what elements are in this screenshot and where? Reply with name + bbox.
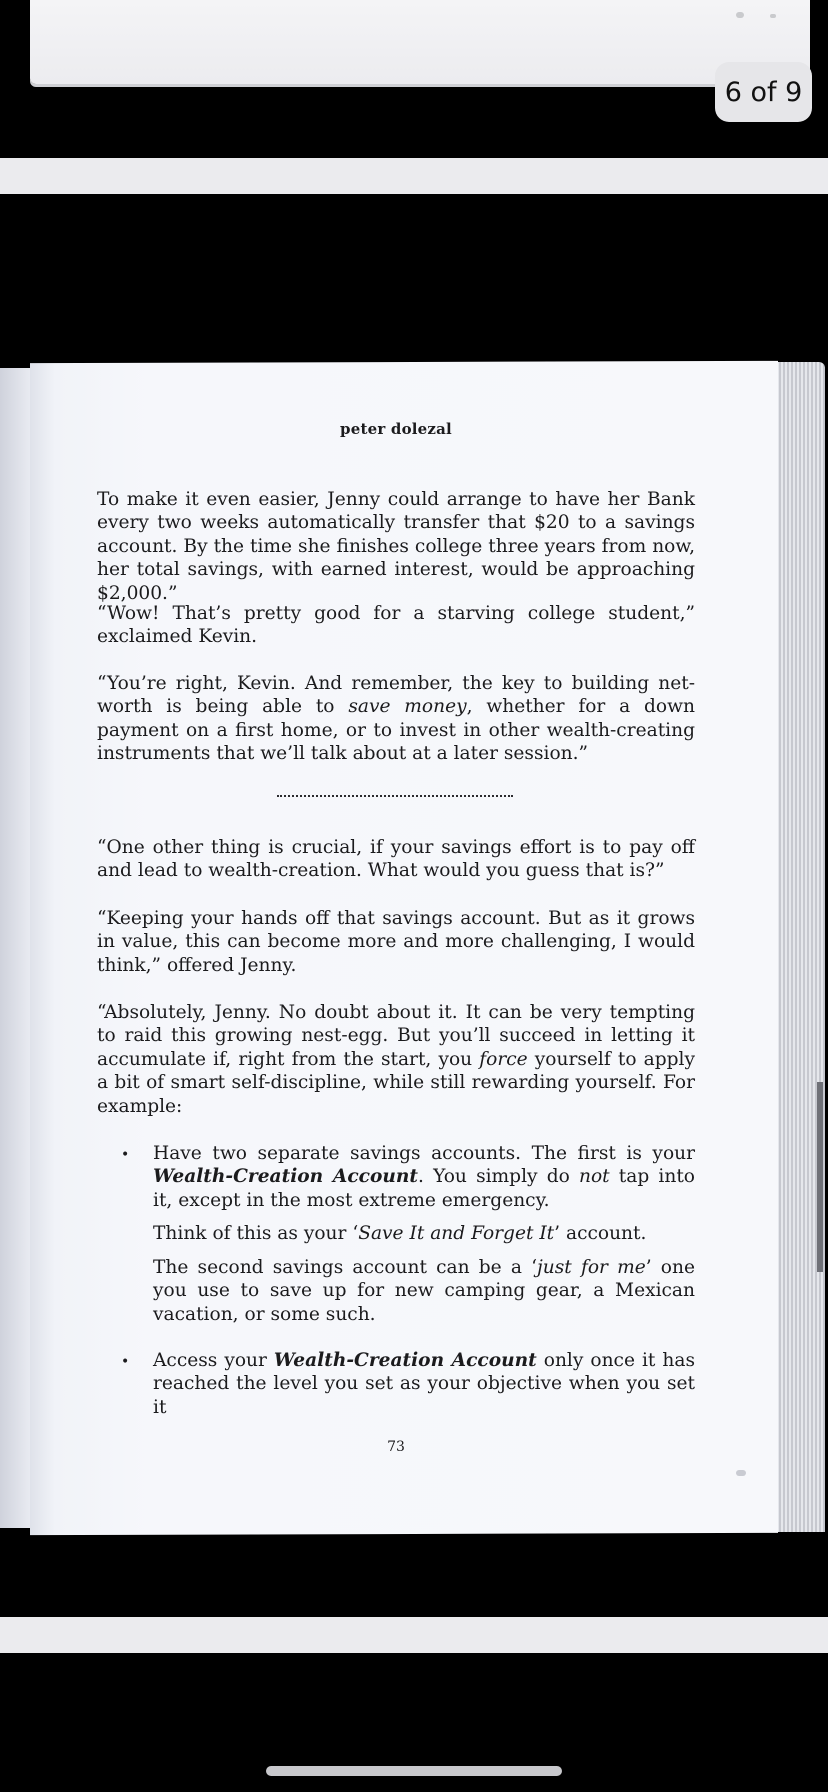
facing-page-edge	[0, 368, 34, 1528]
paragraph: “Wow! That’s pretty good for a starving college student,” exclaimed Kevin.	[97, 603, 695, 648]
paragraph	[97, 672, 695, 766]
text-run: yourself to apply a bit of smart self-discipline, while still rewarding yourself. For example:	[97, 1048, 695, 1117]
text-run: ’ account.	[554, 1223, 647, 1244]
running-head: peter dolezal	[340, 420, 452, 438]
bullet-icon: •	[121, 1147, 130, 1163]
bullet-icon: •	[121, 1354, 130, 1370]
text-run: Have two separate savings accounts. The first is your	[153, 1143, 695, 1164]
bullet-paragraph	[153, 1142, 695, 1212]
page-separator	[0, 1617, 828, 1653]
paragraph: “Keeping your hands off that savings account. But as it grows in value, this can become more and more challenging, I would think,” offered Jenny.	[97, 908, 695, 976]
emphasis-text: force	[479, 1048, 528, 1070]
book-page-edges	[775, 362, 825, 1532]
text-run: Access your	[153, 1350, 274, 1371]
text-run: The second savings account can be a ‘	[153, 1257, 538, 1278]
bullet-paragraph	[153, 1256, 695, 1326]
text-run: “Absolutely, Jenny. No doubt about it. It can be very tempting to raid this growing nest-egg. But you’ll succeed in letting it accumulate if, right from the start, you	[97, 1002, 695, 1070]
emphasis-text: not	[578, 1166, 610, 1188]
text-run: only once it has reached the level you set as your objective when you set it	[153, 1350, 696, 1418]
page-number: 73	[387, 1439, 405, 1455]
page-counter-badge	[715, 62, 812, 122]
section-break	[277, 795, 513, 797]
page-tab	[817, 1082, 823, 1272]
paragraph: “One other thing is crucial, if your savings effort is to pay off and lead to wealth-creation. What would you guess that is?”	[97, 837, 695, 882]
text-run: tap into it, except in the most extreme emergency.	[153, 1166, 695, 1211]
bold-italic-text: Wealth-Creation Account	[153, 1166, 418, 1188]
page-counter-text: 6 of 9	[724, 76, 803, 108]
page-separator	[0, 158, 828, 194]
bullet-paragraph	[153, 1222, 695, 1245]
page-smudge	[736, 12, 744, 18]
emphasis-text: Save It and Forget It	[358, 1223, 555, 1244]
text-run: “You’re right, Kevin. And remember, the key to building net-worth is being able to	[97, 673, 695, 718]
paragraph	[97, 1001, 695, 1118]
text-run: ’ one you use to save up for new camping gear, a Mexican vacation, or some such.	[153, 1257, 695, 1325]
home-indicator[interactable]	[266, 1766, 562, 1776]
text-run: Think of this as your ‘	[153, 1223, 359, 1244]
text-run: , whether for a down payment on a first home, or to invest in other wealth-creating instruments that we’ll talk about at a later session.”	[97, 696, 696, 765]
page-smudge	[736, 1470, 746, 1476]
emphasis-text: just for me	[537, 1257, 646, 1278]
previous-page-photo	[30, 0, 810, 84]
text-run: . You simply do	[418, 1166, 579, 1188]
emphasis-text: save money	[348, 696, 467, 718]
paragraph: To make it even easier, Jenny could arrange to have her Bank every two weeks automatically transfer that $20 to a savings account. By the time she finishes college three years from now, her total savings, with earned interest, would be approaching $2,000.”	[97, 489, 695, 604]
bullet-paragraph	[153, 1349, 695, 1419]
page-smudge	[770, 14, 776, 18]
bold-italic-text: Wealth-Creation Account	[273, 1350, 537, 1371]
